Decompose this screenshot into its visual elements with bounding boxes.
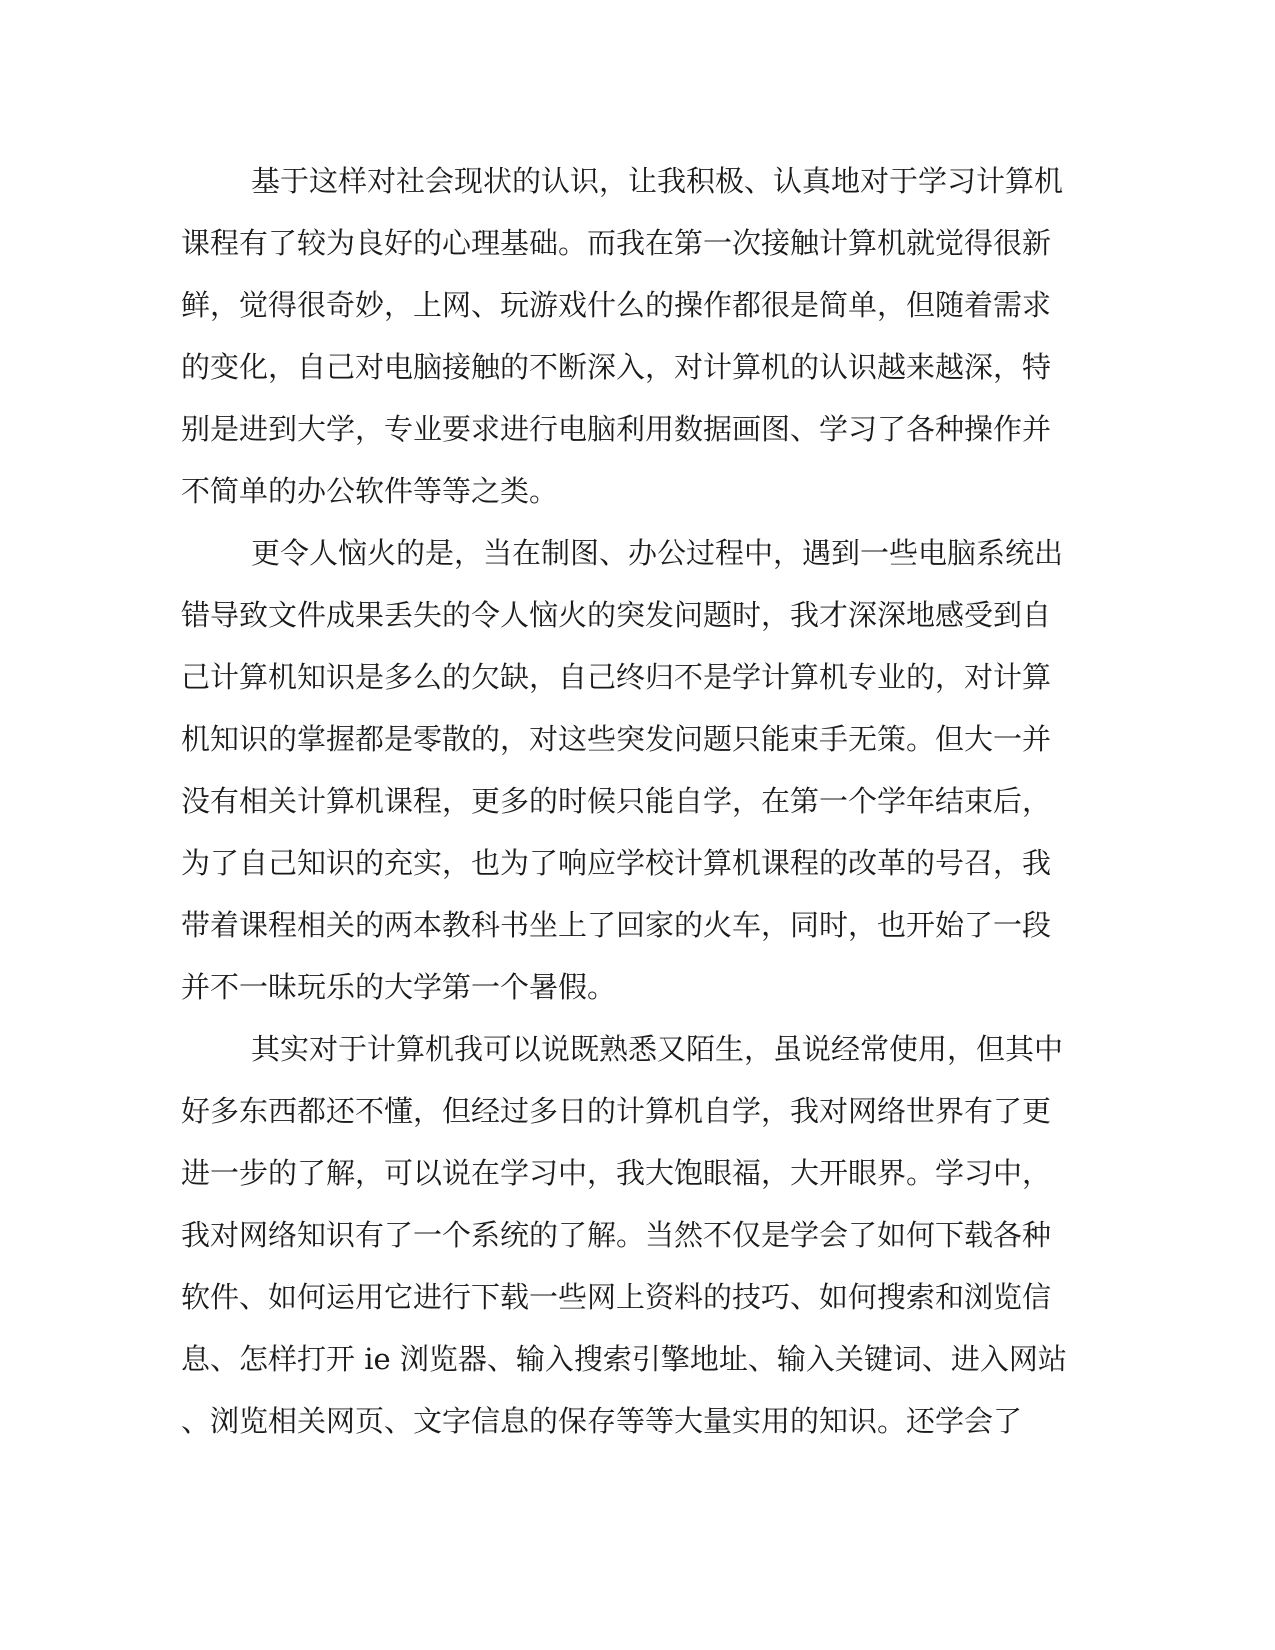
paragraph-3 xyxy=(181,1018,1067,1452)
text-line: 进一步的了解，可以说在学习中，我大饱眼福，大开眼界。学习中， xyxy=(181,1156,1052,1190)
text-line: 软件、如何运用它进行下载一些网上资料的技巧、如何搜索和浏览信 xyxy=(181,1280,1052,1314)
document-body xyxy=(181,150,1067,1452)
text-line: 带着课程相关的两本教科书坐上了回家的火车，同时，也开始了一段 xyxy=(181,908,1052,942)
paragraph-1 xyxy=(181,150,1064,522)
text-line: 鲜，觉得很奇妙，上网、玩游戏什么的操作都很是简单，但随着需求 xyxy=(181,288,1052,322)
text-line: 课程有了较为良好的心理基础。而我在第一次接触计算机就觉得很新 xyxy=(181,226,1052,260)
text-line: 好多东西都还不懂，但经过多日的计算机自学，我对网络世界有了更 xyxy=(181,1094,1052,1128)
text-line: 为了自己知识的充实，也为了响应学校计算机课程的改革的号召，我 xyxy=(181,846,1052,880)
text-line: 己计算机知识是多么的欠缺，自己终归不是学计算机专业的，对计算 xyxy=(181,660,1052,694)
text-line: 其实对于计算机我可以说既熟悉又陌生，虽说经常使用，但其中 xyxy=(251,1032,1064,1066)
paragraph-2 xyxy=(181,522,1064,1018)
text-line: 机知识的掌握都是零散的，对这些突发问题只能束手无策。但大一并 xyxy=(181,722,1052,756)
text-line: 没有相关计算机课程，更多的时候只能自学，在第一个学年结束后， xyxy=(181,784,1052,818)
text-line: 息、怎样打开 ie 浏览器、输入搜索引擎地址、输入关键词、进入网站 xyxy=(181,1342,1067,1376)
text-line: 不简单的办公软件等等之类。 xyxy=(181,474,559,508)
text-line: 并不一昧玩乐的大学第一个暑假。 xyxy=(181,970,617,1004)
text-line: 更令人恼火的是，当在制图、办公过程中，遇到一些电脑系统出 xyxy=(251,536,1064,570)
text-line: 别是进到大学，专业要求进行电脑利用数据画图、学习了各种操作并 xyxy=(181,412,1052,446)
text-line: 的变化，自己对电脑接触的不断深入，对计算机的认识越来越深，特 xyxy=(181,350,1052,384)
text-line: 基于这样对社会现状的认识，让我积极、认真地对于学习计算机 xyxy=(251,164,1064,198)
text-line: 我对网络知识有了一个系统的了解。当然不仅是学会了如何下载各种 xyxy=(181,1218,1052,1252)
text-line: 错导致文件成果丢失的令人恼火的突发问题时，我才深深地感受到自 xyxy=(181,598,1052,632)
text-line: 、浏览相关网页、文字信息的保存等等大量实用的知识。还学会了 xyxy=(181,1404,1023,1438)
